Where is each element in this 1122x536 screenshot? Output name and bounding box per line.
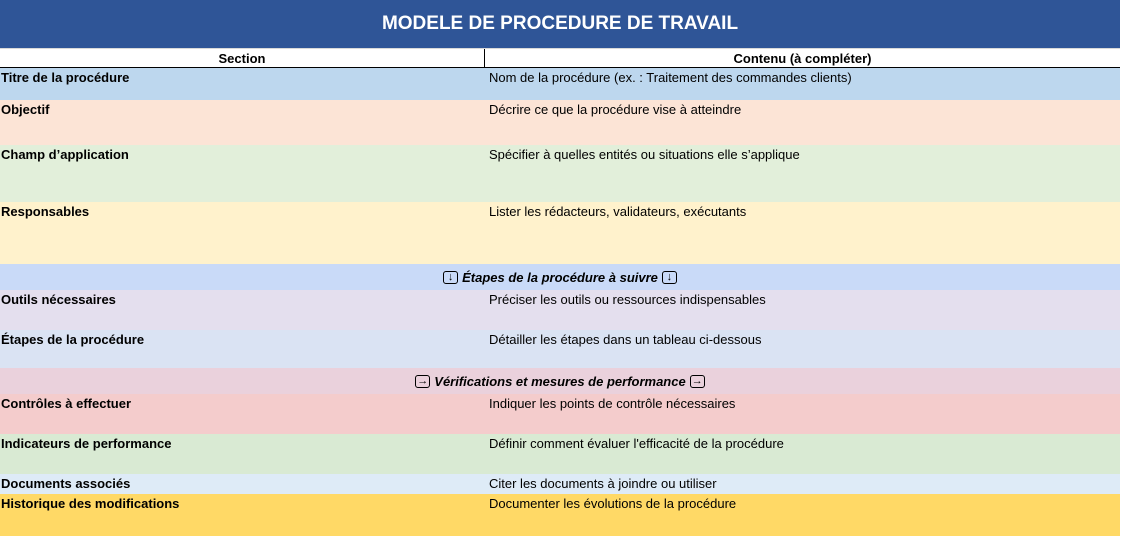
row-documents <box>0 474 1120 494</box>
down-arrow-icon: ↓ <box>443 271 458 284</box>
row-controles <box>0 394 1120 434</box>
section-cell[interactable]: Objectif <box>1 102 50 117</box>
sheet-title[interactable]: MODELE DE PROCEDURE DE TRAVAIL <box>0 0 1120 48</box>
content-cell[interactable]: Préciser les outils ou ressources indispensables <box>489 292 766 307</box>
row-outils <box>0 290 1120 330</box>
section-cell[interactable]: Indicateurs de performance <box>1 436 172 451</box>
section-verifications[interactable] <box>0 368 1120 394</box>
content-cell[interactable]: Documenter les évolutions de la procédure <box>489 496 737 511</box>
right-arrow-icon: → <box>417 374 429 387</box>
row-objectif <box>0 100 1120 145</box>
section-cell[interactable]: Contrôles à effectuer <box>1 396 132 411</box>
row-indicateurs <box>0 434 1120 474</box>
content-cell[interactable]: Définir comment évaluer l'efficacité de la procédure <box>489 436 784 451</box>
section-cell[interactable]: Outils nécessaires <box>1 292 116 307</box>
section-label: Étapes de la procédure à suivre <box>462 269 658 285</box>
header-section[interactable]: Section <box>0 49 485 67</box>
content-cell[interactable]: Détailler les étapes dans un tableau ci-dessous <box>489 332 762 347</box>
header-content[interactable]: Contenu (à compléter) <box>733 50 872 66</box>
row-titre <box>0 68 1120 100</box>
row-responsables <box>0 202 1120 264</box>
section-etapes[interactable] <box>0 264 1120 290</box>
table-header <box>0 48 1120 68</box>
row-champ <box>0 145 1120 202</box>
section-cell[interactable]: Étapes de la procédure <box>1 332 145 347</box>
row-etapes <box>0 330 1120 368</box>
content-cell[interactable]: Lister les rédacteurs, validateurs, exécutants <box>489 204 747 219</box>
content-cell[interactable]: Nom de la procédure (ex. : Traitement des commandes clients) <box>489 70 852 85</box>
section-cell[interactable]: Documents associés <box>1 476 131 491</box>
down-arrow-icon: ↓ <box>662 271 677 284</box>
content-cell[interactable]: Citer les documents à joindre ou utiliser <box>489 476 717 491</box>
section-cell[interactable]: Champ d’application <box>1 147 129 162</box>
right-arrow-icon: → <box>691 374 703 387</box>
section-cell[interactable]: Titre de la procédure <box>1 70 130 85</box>
content-cell[interactable]: Décrire ce que la procédure vise à atteindre <box>489 102 742 117</box>
row-historique <box>0 494 1120 536</box>
content-cell[interactable]: Indiquer les points de contrôle nécessaires <box>489 396 736 411</box>
content-cell[interactable]: Spécifier à quelles entités ou situations elle s’applique <box>489 147 800 162</box>
section-cell[interactable]: Historique des modifications <box>1 496 180 511</box>
section-label: Vérifications et mesures de performance <box>434 373 686 389</box>
section-cell[interactable]: Responsables <box>1 204 90 219</box>
